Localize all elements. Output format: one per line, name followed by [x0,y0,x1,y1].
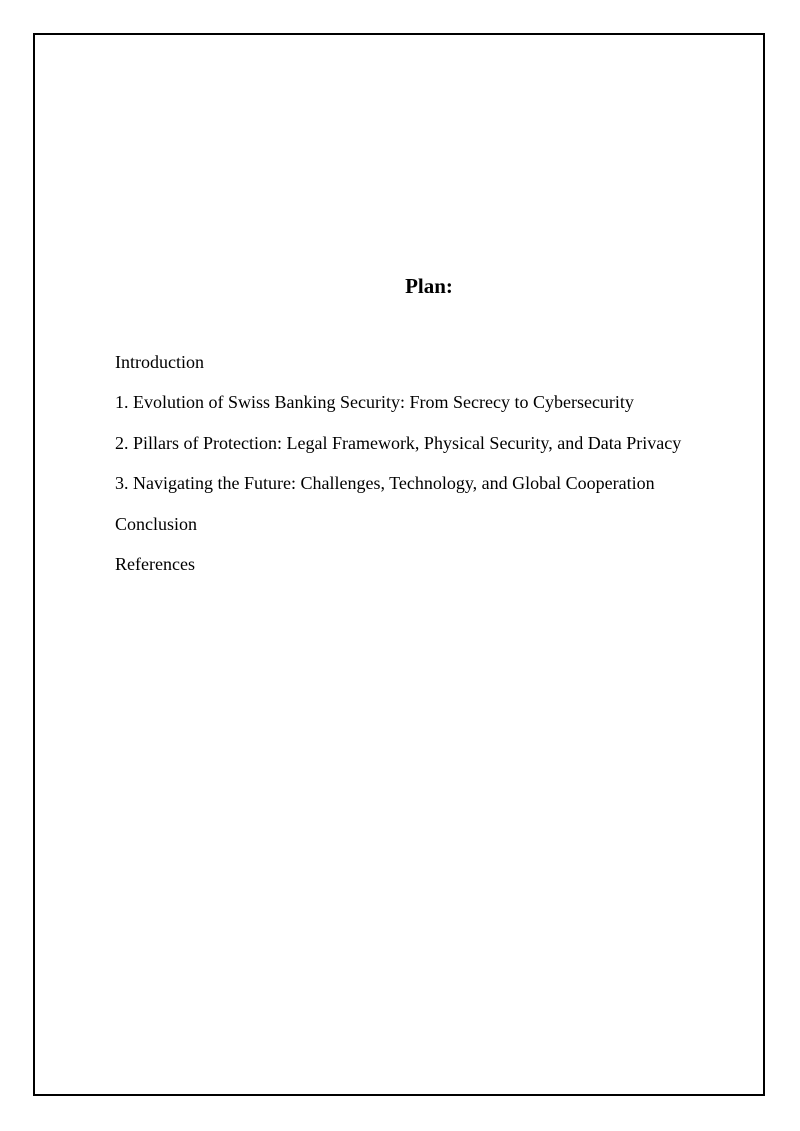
plan-list [115,351,681,593]
plan-item-section-3: 3. Navigating the Future: Challenges, Technology, and Global Cooperation [115,473,655,494]
plan-item-section-2: 2. Pillars of Protection: Legal Framework, Physical Security, and Data Privacy [115,432,682,453]
page-title: Plan: [405,274,453,298]
plan-item-section-1: 1. Evolution of Swiss Banking Security: From Secrecy to Cybersecurity [115,392,634,413]
plan-item-references: References [115,553,195,574]
plan-item-introduction: Introduction [115,352,204,372]
plan-item-conclusion: Conclusion [115,513,198,534]
